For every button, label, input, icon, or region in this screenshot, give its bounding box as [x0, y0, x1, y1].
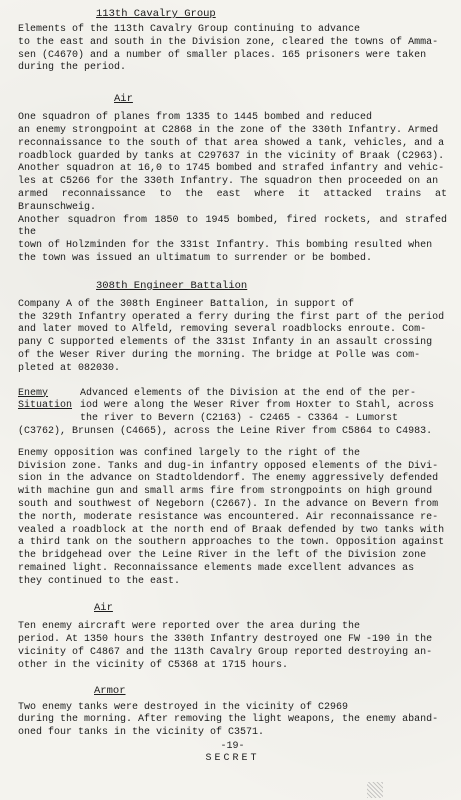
- section-air: [18, 93, 447, 266]
- classification-marking: SECRET: [205, 753, 260, 765]
- section-heading-engineer: 308th Engineer Battalion: [96, 279, 248, 292]
- section-cavalry: [18, 8, 447, 75]
- section-heading-enemy-air: Air: [94, 602, 113, 615]
- paragraph-air: One squadron of planes from 1335 to 1445 bombed and reduced an enemy strongpoint at C2868 in the zone of the 330th Infantry. Armed reconnaissance to the south of that area showed a tank, vehicles, and a roadblock guarded by tanks at C297637 in the vicinity of Braak (C2963). Another squadron at 16,0 to 1745 bombed and strafed infantry and vehic- les at C5266 for the 330th Infantry. The squadron then proceeded on an armed reconnaissance to the east where it attacked trains at Braunschweig. Another squadron from 1850 to 1945 bombed, fired rockets, and strafed the town of Holzminden for the 331st Infantry. This bombing resulted when the town was issued an ultimatum to surrender or be bombed.: [18, 112, 447, 264]
- paragraph-enemy-intro: Advanced elements of the Division at the end of the per- iod were along the Weser River from Hoxter to Stahl, across the river to Bevern (C2163) - C2465 - C3364 - Lumorst: [80, 387, 435, 425]
- section-heading-air: Air: [114, 93, 133, 106]
- section-heading-cavalry: 113th Cavalry Group: [96, 8, 216, 20]
- page-number: -19-: [220, 741, 245, 753]
- section-engineer: [18, 280, 447, 376]
- paragraph-cavalry: Elements of the 113th Cavalry Group continuing to advance to the east and south in the Division zone, cleared the towns of Amma- sen (C4670) and a number of smaller places. 165 prisoners were taken during the period.: [18, 24, 439, 74]
- side-label-enemy-situation: [18, 388, 80, 426]
- paragraph-engineer: Company A of the 308th Engineer Battalion, in support of the 329th Infantry operated a ferry during the first part of the period and later moved to Alfeld, removing several roadblocks enroute. Com- pany C supported elements of the 331st Infanty in an assault crossing of the Weser River during the morning. The bridge at Polle was com- pleted at 082030.: [18, 298, 445, 374]
- paper-smudge-mark: [367, 782, 383, 798]
- section-enemy-air: [18, 602, 447, 672]
- paragraph-enemy-intro-continued: (C3762), Brunsen (C4665), across the Leine River from C5864 to C4983.: [18, 425, 433, 437]
- paragraph-enemy-opposition: Enemy opposition was confined largely to the right of the Division zone. Tanks and dug-in infantry opposed elements of the Divi- sion in the advance on Stadtoldendorf. The enemy aggressively defended with machine gun and small arms fire from strongpoints on high ground south and southwest of Negeborn (C2667). In the advance on Bevern from the north, moderate resistance was encountered. Air reconnaissance re- vealed a roadblock at the north end of Braak defended by two tanks with a third tank on the southern approaches to the town. Opposition against the bridgehead over the Leine River in the left of the Division zone remained light. Reconnaissance elements made excellent advances as they continued to the east.: [18, 447, 445, 587]
- section-enemy-situation: [18, 388, 447, 589]
- side-label-line2: Situation: [18, 400, 73, 412]
- side-label-line1: Enemy: [18, 387, 49, 399]
- section-armor: [18, 685, 447, 740]
- paragraph-enemy-air: Ten enemy aircraft were reported over the area during the period. At 1350 hours the 330th Infantry destroyed one FW -190 in the vicinity of C4867 and the 113th Cavalry Group reported destroying an- other in the vicinity of C5368 at 1715 hours.: [18, 621, 433, 671]
- paragraph-armor: Two enemy tanks were destroyed in the vicinity of C2969 during the morning. After removing the light weapons, the enemy aband- oned four tanks in the vicinity of C3571.: [18, 701, 439, 739]
- section-heading-armor: Armor: [94, 684, 126, 697]
